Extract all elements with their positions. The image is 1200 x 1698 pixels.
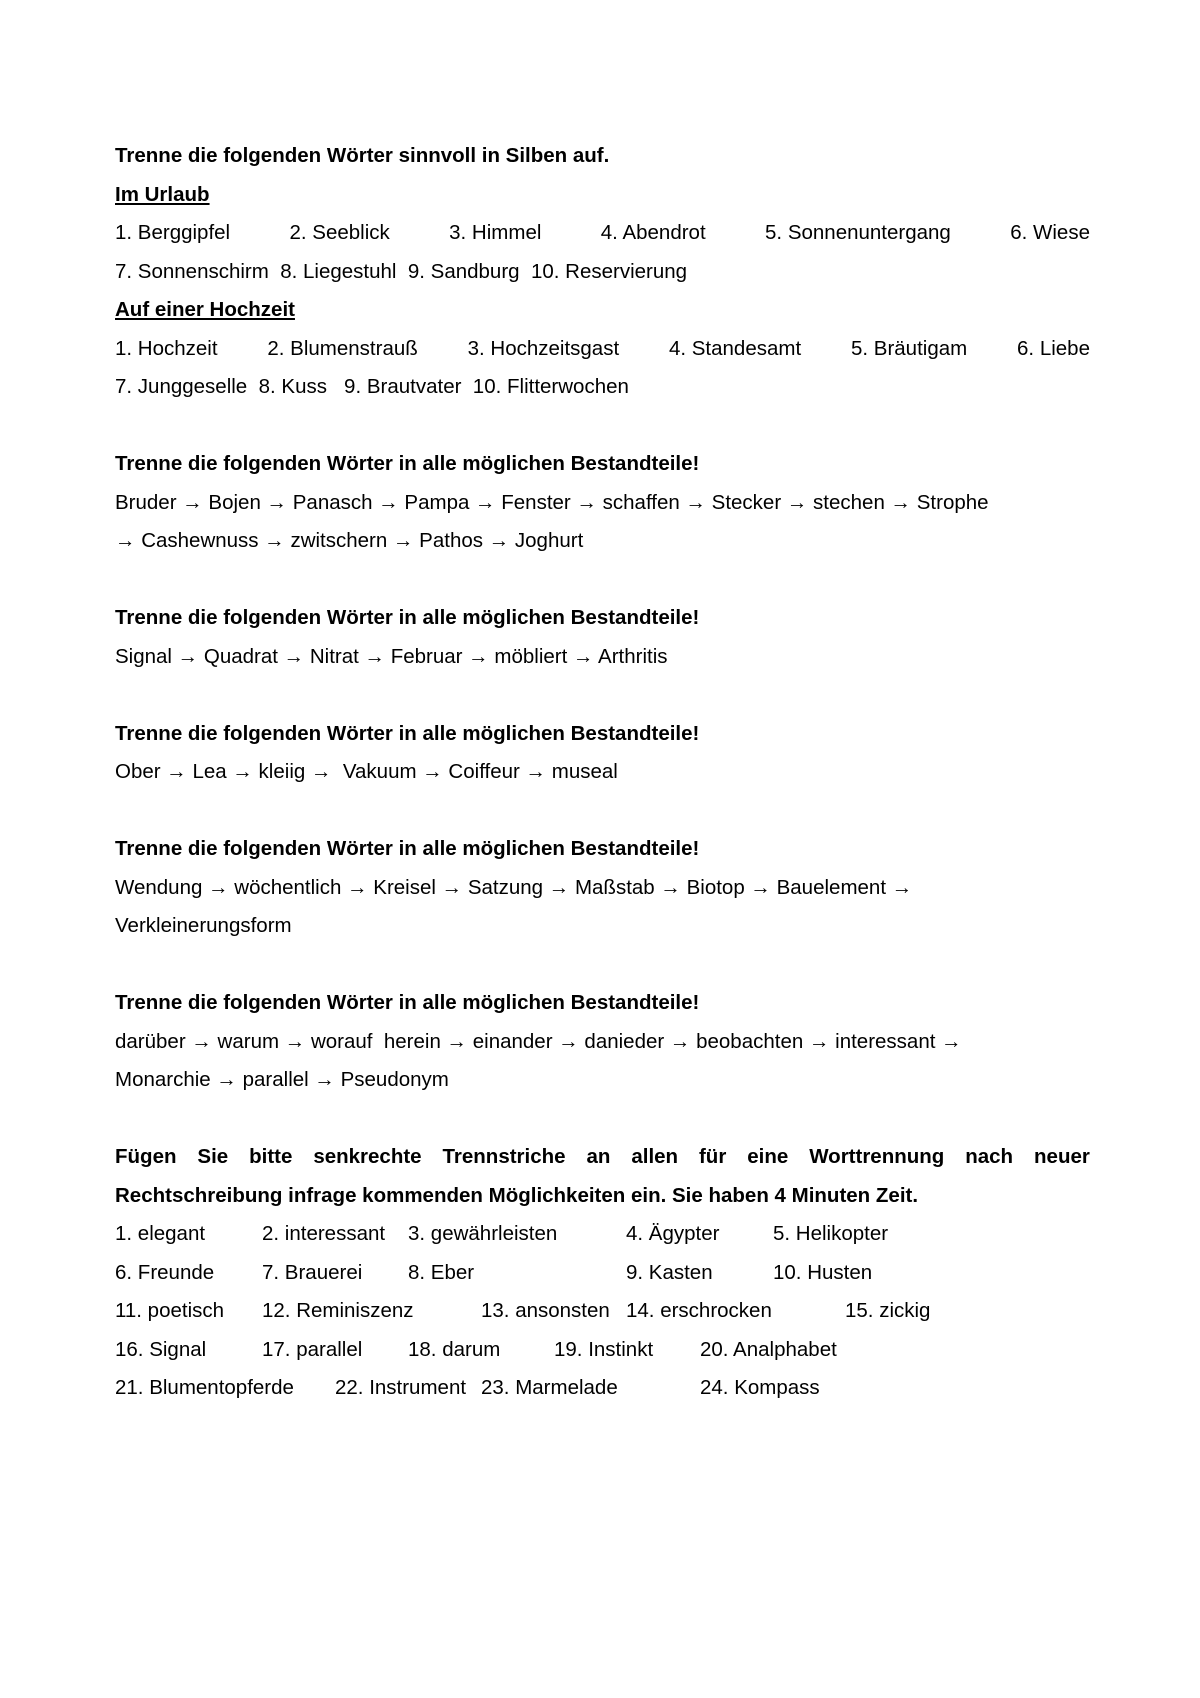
subheading-urlaub: Im Urlaub xyxy=(115,182,210,206)
task-2-line-2: → Cashewnuss → zwitschern → Pathos → Joghurt xyxy=(115,529,584,552)
list-item: 3. Hochzeitsgast xyxy=(467,336,620,360)
heading-word: bitte xyxy=(249,1145,293,1168)
heading-word: für xyxy=(698,1145,727,1168)
heading-word: nach xyxy=(965,1145,1014,1168)
list-item: 4. Ägypter xyxy=(626,1222,720,1245)
list-item: 3. Himmel xyxy=(449,221,542,244)
list-item: 1. Berggipfel xyxy=(115,221,231,244)
list-item: 8. Eber xyxy=(408,1260,475,1284)
task-heading-3: Trenne die folgenden Wörter in alle möglichen Bestandteile! xyxy=(115,606,700,629)
task-7-heading-line-1 xyxy=(115,1138,1090,1177)
task-7-row-3 xyxy=(115,1292,1090,1331)
task-2-line-1: Bruder → Bojen → Panasch → Pampa → Fenster → schaffen → Stecker → stechen → Strophe xyxy=(115,490,989,514)
task-3-line-1: Signal → Quadrat → Nitrat → Februar → möbliert → Arthritis xyxy=(115,644,668,668)
list-item: 18. darum xyxy=(408,1337,501,1361)
subheading-hochzeit: Auf einer Hochzeit xyxy=(115,298,295,321)
heading-word: Worttrennung xyxy=(809,1145,945,1168)
list-item: 14. erschrocken xyxy=(626,1299,772,1322)
task-heading-5: Trenne die folgenden Wörter in alle möglichen Bestandteile! xyxy=(115,837,700,860)
list-item: 13. ansonsten xyxy=(481,1299,610,1322)
task-heading-6: Trenne die folgenden Wörter in alle möglichen Bestandteile! xyxy=(115,991,700,1014)
list-item: 2. Seeblick xyxy=(289,221,390,244)
list-item: 1. elegant xyxy=(115,1222,206,1245)
spacer xyxy=(115,407,1090,446)
list-item: 16. Signal xyxy=(115,1337,207,1361)
list-item: 7. Brauerei xyxy=(262,1260,363,1284)
task-6-line-1: darüber → warum → worauf herein → einander → danieder → beobachten → interessant → xyxy=(115,1029,962,1053)
list-item: 4. Standesamt xyxy=(668,336,802,360)
section-heading-syllables: Trenne die folgenden Wörter sinnvoll in Silben auf. xyxy=(115,144,610,167)
list-item: 5. Bräutigam xyxy=(850,336,968,360)
task-4-line-1: Ober → Lea → kleiig → Vakuum → Coiffeur → museal xyxy=(115,760,618,783)
document-page xyxy=(115,137,1090,1408)
task-heading-2: Trenne die folgenden Wörter in alle möglichen Bestandteile! xyxy=(115,452,700,475)
heading-word: Fügen xyxy=(115,1145,177,1168)
task-7-row-4 xyxy=(115,1331,1090,1370)
list-item: 2. Blumenstrauß xyxy=(267,336,418,360)
task-5-line-2: Verkleinerungsform xyxy=(115,914,292,937)
hochzeit-word-row-1 xyxy=(115,330,1090,369)
list-item: 10. Husten xyxy=(773,1260,873,1284)
list-item: 17. parallel xyxy=(262,1337,363,1361)
list-item: 1. Hochzeit xyxy=(115,336,218,360)
spacer xyxy=(115,946,1090,985)
heading-word: eine xyxy=(747,1145,789,1168)
list-item: 6. Wiese xyxy=(1010,221,1090,244)
heading-word: senkrechte xyxy=(313,1145,422,1168)
task-heading-4: Trenne die folgenden Wörter in alle möglichen Bestandteile! xyxy=(115,721,700,745)
list-item: 3. gewährleisten xyxy=(408,1222,558,1245)
list-item: 12. Reminiszenz xyxy=(262,1299,414,1322)
list-item: 23. Marmelade xyxy=(481,1376,618,1399)
task-5-line-1: Wendung → wöchentlich → Kreisel → Satzung → Maßstab → Biotop → Bauelement → xyxy=(115,875,913,899)
list-item: 20. Analphabet xyxy=(700,1337,837,1361)
list-item: 5. Helikopter xyxy=(773,1222,889,1245)
spacer xyxy=(115,561,1090,600)
heading-word: allen xyxy=(631,1145,679,1168)
task-7-heading-line-2: Rechtschreibung infrage kommenden Möglichkeiten ein. Sie haben 4 Minuten Zeit. xyxy=(115,1183,919,1207)
heading-word: Trennstriche xyxy=(442,1145,566,1168)
list-item: 5. Sonnenuntergang xyxy=(765,221,951,244)
list-item: 24. Kompass xyxy=(700,1376,820,1399)
spacer xyxy=(115,1100,1090,1139)
list-item: 22. Instrument xyxy=(335,1376,467,1399)
list-item: 2. interessant xyxy=(262,1222,386,1245)
spacer xyxy=(115,792,1090,831)
heading-word: neuer xyxy=(1034,1145,1090,1168)
list-item: 6. Liebe xyxy=(1017,336,1090,360)
list-item: 6. Freunde xyxy=(115,1260,215,1284)
urlaub-word-row-2: 7. Sonnenschirm 8. Liegestuhl 9. Sandburg 10. Reservierung xyxy=(115,259,688,283)
list-item: 19. Instinkt xyxy=(554,1337,654,1361)
list-item: 11. poetisch xyxy=(115,1299,225,1322)
spacer xyxy=(115,676,1090,715)
task-6-line-2: Monarchie → parallel → Pseudonym xyxy=(115,1068,449,1091)
urlaub-word-row-1 xyxy=(115,214,1090,253)
list-item: 9. Kasten xyxy=(626,1260,713,1284)
list-item: 15. zickig xyxy=(845,1299,931,1322)
task-7-row-5 xyxy=(115,1369,1090,1408)
list-item: 4. Abendrot xyxy=(600,221,706,244)
heading-word: Sie xyxy=(197,1145,229,1168)
hochzeit-word-row-2: 7. Junggeselle 8. Kuss 9. Brautvater 10. Flitterwochen xyxy=(115,375,629,398)
heading-word: an xyxy=(586,1145,611,1168)
task-7-row-2 xyxy=(115,1254,1090,1293)
list-item: 21. Blumentopferde xyxy=(115,1376,294,1399)
task-7-row-1 xyxy=(115,1215,1090,1254)
